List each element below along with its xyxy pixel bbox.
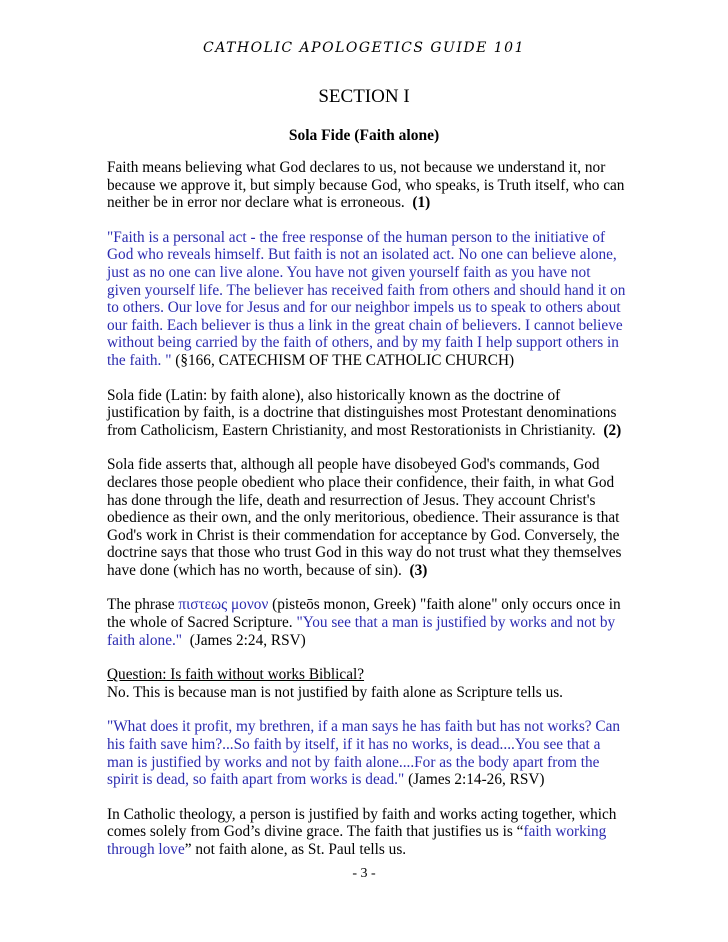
paragraph-james-quote bbox=[107, 718, 627, 788]
scripture-quote: "You see that a man is justified by works and not by faith alone." bbox=[107, 614, 616, 649]
footnote-ref: (1) bbox=[412, 194, 431, 212]
paragraph-catholic-theology bbox=[107, 806, 627, 859]
paragraph-question bbox=[107, 666, 627, 701]
section-subtitle: Sola Fide (Faith alone) bbox=[288, 127, 440, 144]
paragraph-sola-fide-assertion bbox=[107, 456, 627, 579]
page-number: - 3 - bbox=[352, 866, 376, 881]
paragraph-text: (pisteōs monon, Greek) "faith alone" only occurs once in the whole of Sacred Scripture. bbox=[107, 596, 621, 632]
scripture-citation: (James 2:24, RSV) bbox=[189, 631, 306, 649]
paragraph-sola-fide-definition bbox=[107, 387, 627, 440]
paragraph-text: The phrase bbox=[107, 596, 175, 614]
scripture-quote: "What does it profit, my brethren, if a man says he has faith but has not works? Can his faith save him?...So faith by itself, if it has no works, is dead....You see that a man is justified by works and not by faith alone....For as the body apart from the spirit is dead, so faith apart from works is dead." bbox=[107, 718, 621, 789]
section-heading: SECTION I bbox=[318, 86, 410, 107]
paragraph-text: Sola fide asserts that, although all people have disobeyed God's commands, God declares those people obedient who place their confidence, their faith, in what God has done through the life, death and resurrection of Jesus. They account Christ's obedience as their own, and the only meritorious, obedience. Their assurance is that God's work in Christ is their commendation for acceptance by God. Conversely, the doctrine says that those who trust God in this way do not trust what they themselves have done (which has no worth, because of sin). bbox=[107, 456, 622, 579]
answer-text: No. This is because man is not justified by faith alone as Scripture tells us. bbox=[107, 683, 563, 701]
catechism-citation: (§166, CATECHISM OF THE CATHOLIC CHURCH) bbox=[175, 351, 515, 369]
paragraph-greek-phrase bbox=[107, 596, 627, 649]
question-heading: Question: Is faith without works Biblical? bbox=[107, 666, 365, 684]
body-text bbox=[107, 159, 627, 876]
greek-phrase: πιστεως μονον bbox=[178, 596, 269, 614]
footnote-ref: (2) bbox=[603, 421, 622, 439]
paragraph-faith-definition bbox=[107, 159, 627, 212]
paragraph-catechism-quote bbox=[107, 229, 627, 370]
footnote-ref: (3) bbox=[409, 561, 428, 579]
paragraph-text: Sola fide (Latin: by faith alone), also historically known as the doctrine of justification by faith, is a doctrine that distinguishes most Protestant denominations from Catholicism, Eastern Christianity, and most Restorationists in Christianity. bbox=[107, 386, 617, 439]
running-header: CATHOLIC APOLOGETICS GUIDE 101 bbox=[202, 40, 525, 56]
paragraph-text: In Catholic theology, a person is justified by faith and works acting together, which comes solely from God’s divine grace. The faith that justifies us is “ bbox=[107, 805, 617, 841]
catechism-quote: "Faith is a personal act - the free response of the human person to the initiative of God who reveals himself. But faith is not an isolated act. No one can believe alone, just as no one can live alone. You have not given yourself faith as you have not given yourself life. The believer has received faith from others and should hand it on to others. Our love for Jesus and for our neighbor impels us to speak to others about our faith. Each believer is thus a link in the great chain of believers. I cannot believe without being carried by the faith of others, and by my faith I help support others in the faith. " bbox=[107, 228, 626, 369]
paragraph-text: Faith means believing what God declares to us, not because we understand it, nor because we approve it, but simply because God, who speaks, is Truth itself, who can neither be in error nor declare what is erroneous. bbox=[107, 159, 625, 212]
paragraph-text: ” not faith alone, as St. Paul tells us. bbox=[184, 841, 407, 858]
scripture-quote: faith working through love bbox=[107, 823, 607, 858]
scripture-citation: (James 2:14-26, RSV) bbox=[408, 771, 545, 789]
